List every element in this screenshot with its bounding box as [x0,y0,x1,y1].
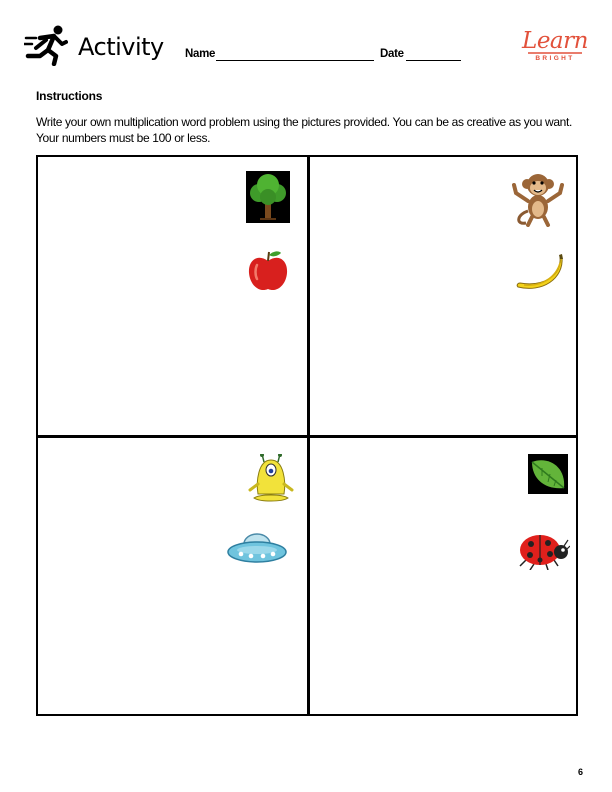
panel-top-right[interactable] [310,157,575,435]
monkey-icon [510,171,566,227]
tree-icon [246,171,290,223]
date-field-line[interactable] [406,60,461,61]
learn-bright-logo [520,28,590,68]
logo-word: Learn [522,28,588,54]
panel-top-left[interactable] [38,157,307,435]
activity-title: Activity [78,33,164,61]
name-label: Name [185,48,216,60]
ufo-icon [226,530,288,566]
running-person-icon [24,24,68,66]
ladybug-icon [518,530,570,570]
date-label: Date [380,48,404,60]
alien-icon [248,454,294,506]
logo-subtitle: BRIGHT [535,55,575,62]
panel-bottom-right[interactable] [310,438,575,713]
banana-icon [514,253,564,291]
apple-icon [247,249,289,293]
instructions-text: Write your own multiplication word problem using the pictures provided. You can be as creative as you want. Your numbers must be 100 or less. [36,115,572,145]
picture-grid [36,155,578,716]
name-field-line[interactable] [216,60,374,61]
page-number: 6 [578,767,584,777]
leaf-icon [528,454,568,494]
instructions-heading: Instructions [36,89,103,103]
panel-bottom-left[interactable] [38,438,307,713]
